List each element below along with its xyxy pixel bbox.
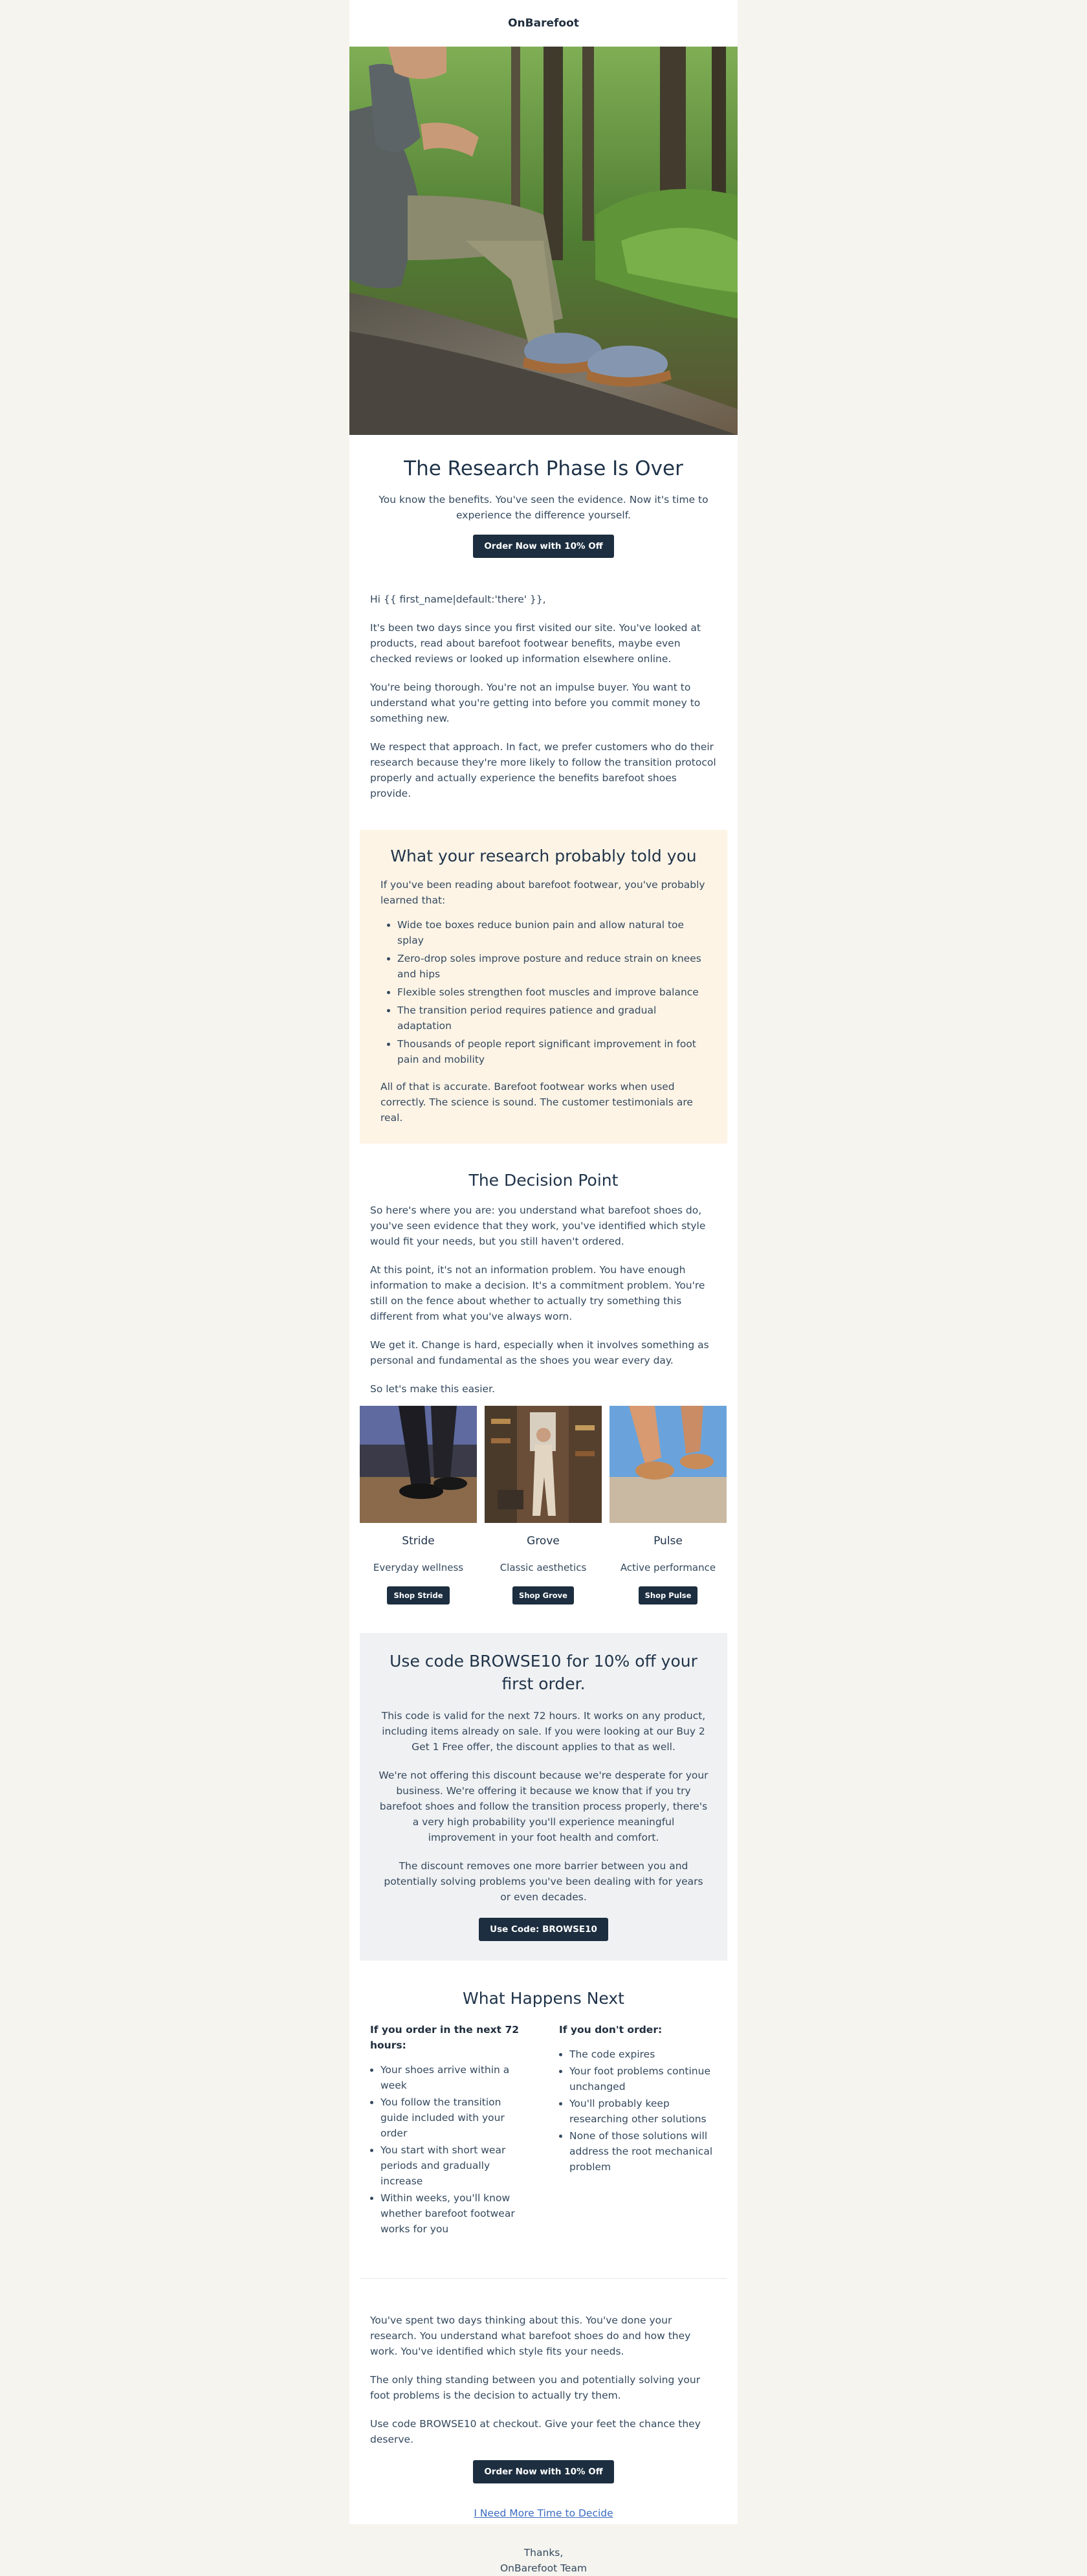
research-panel: [360, 830, 727, 1144]
use-code-button[interactable]: Use Code: BROWSE10: [479, 1918, 608, 1941]
decision-paragraph-1: So here's where you are: you understand what barefoot shoes do, you've seen evidence that they work, you've identified which style would fit your needs, but you still haven't ordered.: [370, 1205, 706, 1247]
divider: [360, 2278, 727, 2279]
product-name: Grove: [527, 1535, 560, 1548]
list-item: • The transition period requires patience and gradual adaptation: [397, 1003, 707, 1034]
next-steps-title: What Happens Next: [463, 1989, 624, 2008]
shop-pulse-button[interactable]: Shop Pulse: [639, 1586, 698, 1604]
product-image-pulse[interactable]: [609, 1406, 727, 1523]
list-item: • Zero-drop soles improve posture and reduce strain on knees and hips: [397, 951, 707, 982]
intro-paragraph-1: It's been two days since you first visited our site. You've looked at products, read about barefoot footwear benefits, maybe even checked reviews or looked up information elsewhere online.: [370, 622, 701, 665]
decision-paragraph-2: At this point, it's not an information problem. You have enough information to make a decision. It's a commitment problem. You're still on the fence about whether to actually try something this different from what you've always worn.: [370, 1264, 705, 1322]
hero-title: The Research Phase Is Over: [404, 457, 683, 480]
list-item: • Wide toe boxes reduce bunion pain and allow natural toe splay: [397, 917, 707, 948]
closing-paragraph-3: Use code BROWSE10 at checkout. Give your feet the chance they deserve.: [370, 2418, 701, 2445]
research-lead: If you've been reading about barefoot footwear, you've probably learned that:: [380, 879, 705, 906]
email-container: [349, 0, 738, 2574]
no-order-heading: If you don't order:: [559, 2024, 663, 2036]
discount-paragraph-1: This code is valid for the next 72 hours. It works on any product, including items already on sale. If you were looking at our Buy 2 Get 1 Free offer, the discount applies to that as well.: [381, 1710, 706, 1753]
list-item: • You start with short wear periods and gradually increase: [380, 2142, 528, 2189]
product-name: Pulse: [653, 1535, 683, 1548]
closing-paragraph-1: You've spent two days thinking about this. You've done your research. You understand what barefoot shoes do and how they work. You've identified which style fits your needs.: [370, 2315, 691, 2357]
product-card-grove: [485, 1406, 602, 1604]
shop-stride-button[interactable]: Shop Stride: [387, 1586, 449, 1604]
shop-grove-button[interactable]: Shop Grove: [512, 1586, 574, 1604]
product-description: Active performance: [620, 1562, 716, 1573]
discount-paragraph-3: The discount removes one more barrier between you and potentially solving problems you've been dealing with for years or even decades.: [384, 1860, 703, 1903]
list-item: • Flexible soles strengthen foot muscles and improve balance: [397, 984, 707, 1000]
more-time-link[interactable]: I Need More Time to Decide: [474, 2507, 613, 2519]
product-grid: [349, 1406, 738, 1604]
product-card-pulse: [609, 1406, 727, 1604]
closing-paragraph-2: The only thing standing between you and potentially solving your foot problems is the decision to actually try them.: [370, 2374, 701, 2401]
list-item: • Your foot problems continue unchanged: [569, 2063, 717, 2094]
research-title: What your research probably told you: [390, 847, 697, 865]
list-item: • The code expires: [569, 2047, 717, 2062]
list-item: • Within weeks, you'll know whether barefoot footwear works for you: [380, 2190, 528, 2237]
list-item: • You'll probably keep researching other solutions: [569, 2096, 717, 2127]
order-now-button-footer[interactable]: Order Now with 10% Off: [473, 2460, 613, 2483]
research-list: [390, 917, 707, 1067]
hero-subtitle: You know the benefits. You've seen the evidence. Now it's time to experience the difference yourself.: [379, 494, 708, 521]
decision-title: The Decision Point: [468, 1171, 619, 1190]
sign-off-team: OnBarefoot Team: [500, 2562, 587, 2574]
intro-paragraph-2: You're being thorough. You're not an impulse buyer. You want to understand what you're getting into before you commit money to something new.: [370, 682, 701, 724]
list-item: • You follow the transition guide included with your order: [380, 2094, 528, 2141]
intro-paragraph-3: We respect that approach. In fact, we prefer customers who do their research because they're more likely to follow the transition protocol properly and actually experience the benefits barefoot shoes provide.: [370, 741, 716, 799]
discount-paragraph-2: We're not offering this discount because we're desperate for your business. We're offering it because we know that if you try barefoot shoes and follow the transition process properly, there's a very high probability you'll experience meaningful improvement in your foot health and comfort.: [379, 1770, 708, 1843]
product-description: Classic aesthetics: [500, 1562, 587, 1573]
list-item: • Thousands of people report significant improvement in foot pain and mobility: [397, 1036, 707, 1067]
brand-logo-text[interactable]: OnBarefoot: [508, 17, 579, 30]
discount-code-panel: [360, 1633, 727, 1960]
product-card-stride: [360, 1406, 477, 1604]
order-now-button[interactable]: Order Now with 10% Off: [473, 535, 613, 558]
order-now-heading: If you order in the next 72 hours:: [370, 2024, 520, 2051]
discount-title: Use code BROWSE10 for 10% off your first order.: [390, 1652, 697, 1693]
greeting: Hi {{ first_name|default:'there' }},: [370, 594, 546, 605]
list-item: • None of those solutions will address the root mechanical problem: [569, 2128, 717, 2175]
order-now-column: [370, 2022, 528, 2237]
list-item: • Your shoes arrive within a week: [380, 2062, 528, 2093]
hero-image: [349, 47, 738, 435]
research-closing: All of that is accurate. Barefoot footwear works when used correctly. The science is sound. The customer testimonials are real.: [380, 1081, 693, 1124]
decision-paragraph-3: We get it. Change is hard, especially when it involves something as personal and fundamental as the shoes you wear every day.: [370, 1339, 709, 1366]
sign-off-thanks: Thanks,: [523, 2547, 564, 2559]
product-image-stride[interactable]: [360, 1406, 477, 1523]
product-description: Everyday wellness: [373, 1562, 464, 1573]
product-image-grove[interactable]: [485, 1406, 602, 1523]
product-name: Stride: [402, 1535, 435, 1548]
no-order-column: [559, 2022, 717, 2237]
decision-paragraph-4: So let's make this easier.: [370, 1383, 495, 1395]
